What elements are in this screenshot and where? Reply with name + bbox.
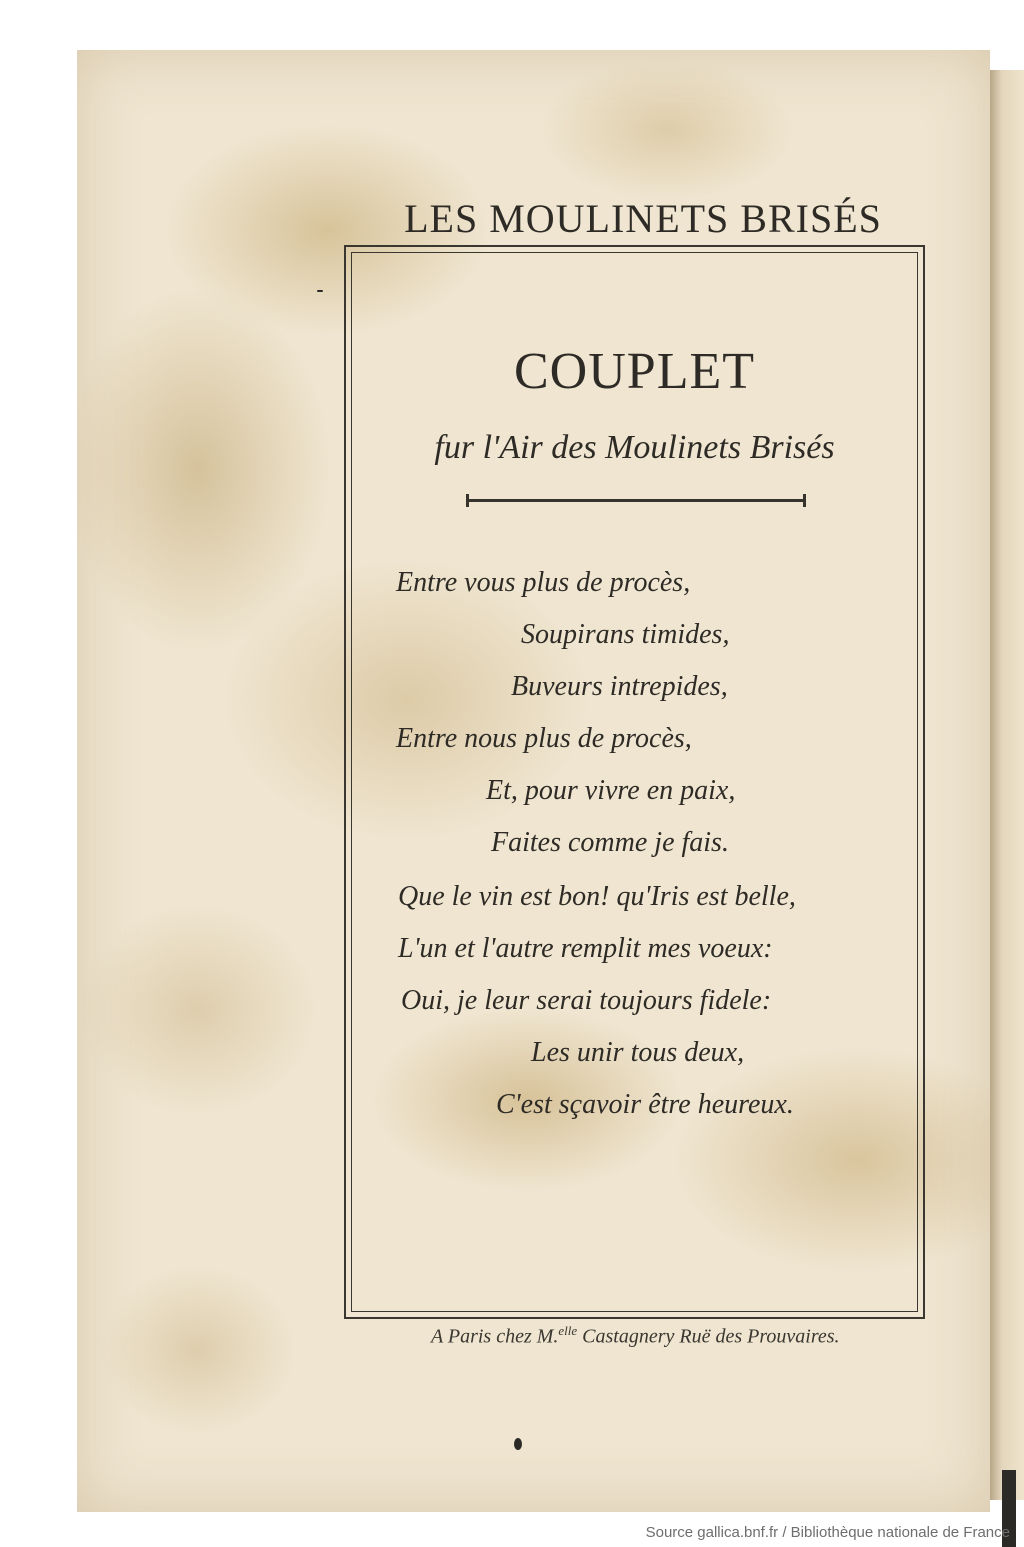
- verse-line: Oui, je leur serai toujours fidele:: [401, 985, 772, 1016]
- ink-speck: [317, 290, 323, 292]
- imprint-sup: elle: [558, 1323, 578, 1338]
- source-credit: Source gallica.bnf.fr / Bibliothèque nationale de France: [645, 1524, 1010, 1541]
- verse-line: Les unir tous deux,: [531, 1037, 745, 1068]
- imprint-before: A Paris chez M.: [431, 1325, 559, 1348]
- running-title: LES MOULINETS BRISÉS: [404, 196, 882, 241]
- verse-line: L'un et l'autre remplit mes voeux:: [398, 933, 773, 964]
- imprint-after: Castagnery Ruë des Prouvaires.: [577, 1325, 840, 1348]
- verse-line: Entre vous plus de procès,: [396, 567, 691, 598]
- verse-line: Buveurs intrepides,: [511, 671, 728, 702]
- air-subheading: fur l'Air des Moulinets Brisés: [434, 429, 835, 466]
- verse-line: Soupirans timides,: [521, 619, 730, 650]
- imprint-line: [431, 1323, 840, 1349]
- verse-line: C'est sçavoir être heureux.: [496, 1089, 794, 1120]
- verse-line: Et, pour vivre en paix,: [486, 775, 736, 806]
- verse-line: Que le vin est bon! qu'Iris est belle,: [398, 881, 796, 912]
- verse-line: Entre nous plus de procès,: [396, 723, 692, 754]
- couplet-heading: COUPLET: [514, 343, 755, 400]
- ink-speck: [514, 1438, 522, 1450]
- paper-leaf: [77, 50, 990, 1512]
- ruled-frame: [344, 245, 925, 1319]
- verse-block: [346, 247, 923, 1317]
- adjacent-page-edge: [990, 70, 1024, 1500]
- verse-line: Faites comme je fais.: [491, 827, 729, 858]
